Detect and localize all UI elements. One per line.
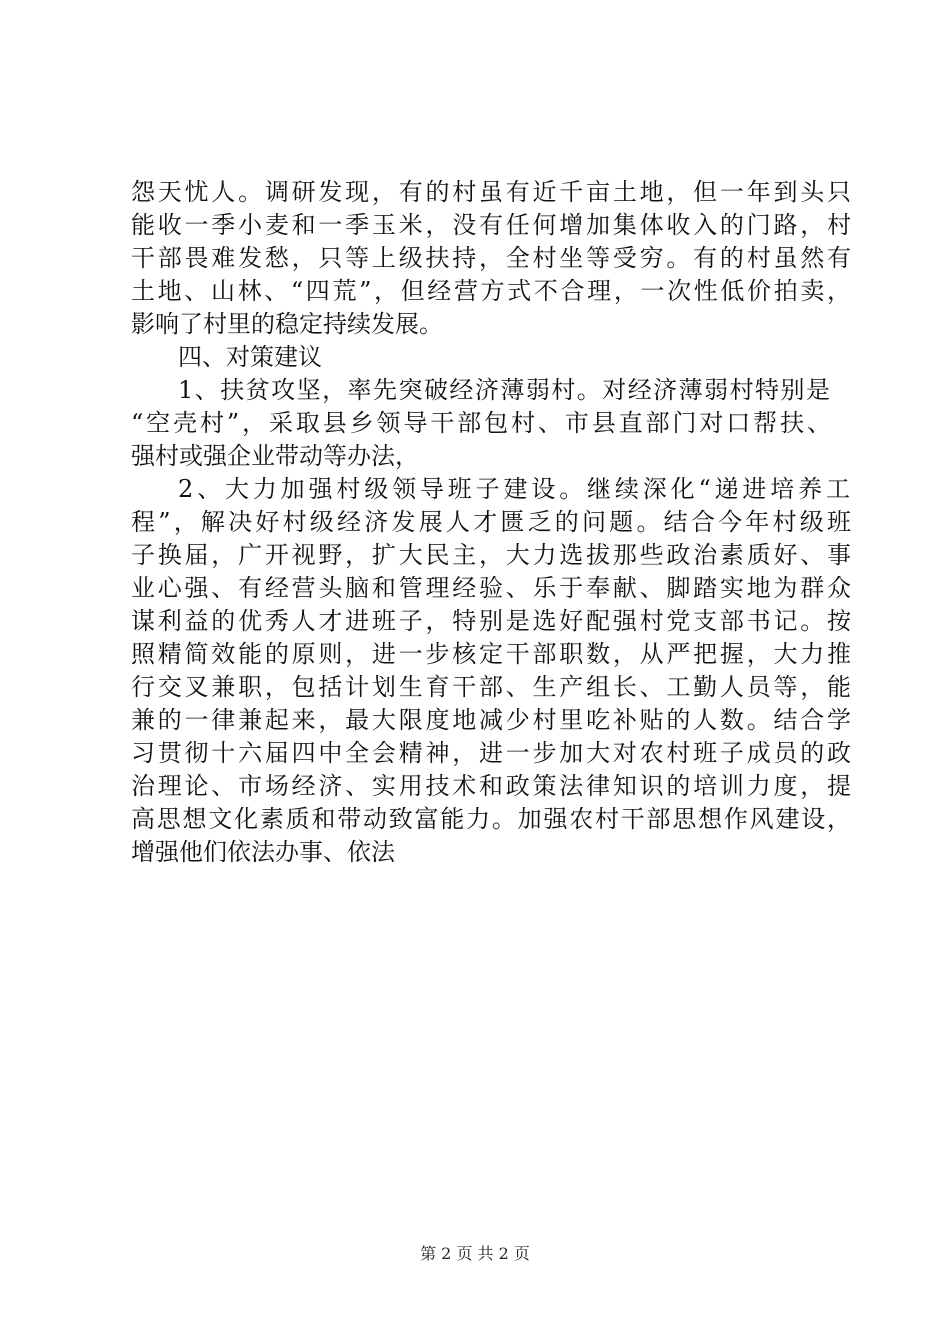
body-text-line: 土地、山林、“四荒”，但经营方式不合理，一次性低价拍卖，: [131, 277, 851, 305]
body-text-line: 兼的一律兼起来，最大限度地减少村里吃补贴的人数。结合学: [131, 706, 851, 734]
body-text-line: 治理论、市场经济、实用技术和政策法律知识的培训力度，提: [131, 772, 851, 800]
body-text-line: 高思想文化素质和带动致富能力。加强农村干部思想作风建设，: [131, 805, 851, 833]
body-text-line: 能收一季小麦和一季玉米，没有任何增加集体收入的门路，村: [131, 211, 851, 239]
section-heading: 四、对策建议: [178, 343, 322, 371]
body-text-line: 增强他们依法办事、依法: [131, 838, 395, 866]
page-footer: 第 2 页 共 2 页: [420, 1244, 530, 1263]
body-text-line: 干部畏难发愁，只等上级扶持，全村坐等受穷。有的村虽然有: [131, 244, 851, 272]
body-text-line: 照精简效能的原则，进一步核定干部职数，从严把握，大力推: [131, 640, 851, 668]
body-text-line: 强村或强企业带动等办法，: [131, 442, 419, 470]
body-text-line: 习贯彻十六届四中全会精神，进一步加大对农村班子成员的政: [131, 739, 851, 767]
body-text-line: 程”，解决好村级经济发展人才匮乏的问题。结合今年村级班: [131, 508, 851, 536]
body-text-line: 谋利益的优秀人才进班子，特别是选好配强村党支部书记。按: [131, 607, 851, 635]
list-item-2-line: 2、大力加强村级领导班子建设。继续深化“递进培养工: [178, 475, 850, 503]
list-item-1-line: 1、扶贫攻坚，率先突破经济薄弱村。对经济薄弱村特别是: [178, 376, 830, 404]
body-text-line: 子换届，广开视野，扩大民主，大力选拔那些政治素质好、事: [131, 541, 851, 569]
body-text-line: 怨天忧人。调研发现，有的村虽有近千亩土地，但一年到头只: [131, 178, 851, 206]
body-text-line: 行交叉兼职，包括计划生育干部、生产组长、工勤人员等，能: [131, 673, 851, 701]
body-text-line: “空壳村”，采取县乡领导干部包村、市县直部门对口帮扶、: [131, 409, 831, 437]
body-text-line: 影响了村里的稳定持续发展。: [131, 310, 443, 338]
body-text-line: 业心强、有经营头脑和管理经验、乐于奉献、脚踏实地为群众: [131, 574, 851, 602]
